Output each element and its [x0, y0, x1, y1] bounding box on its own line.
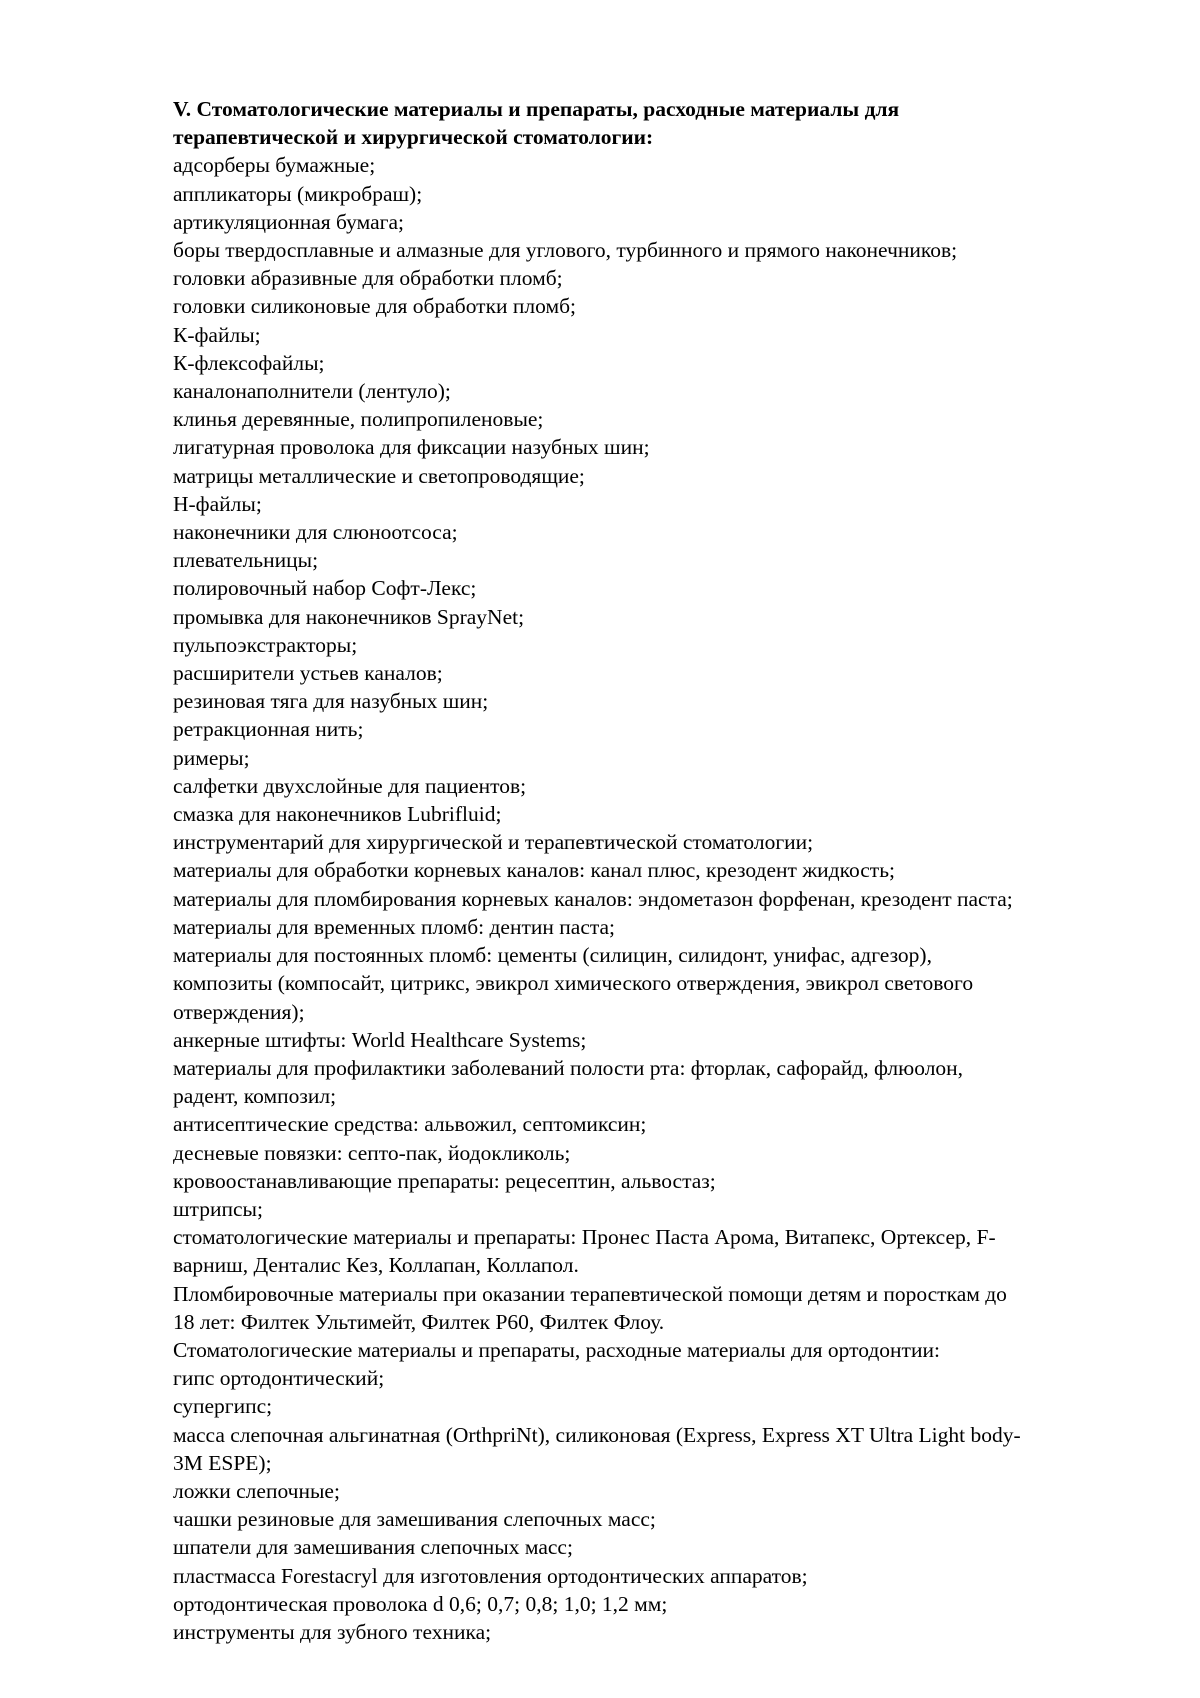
list-item	[173, 292, 1173, 320]
list-item-line: радент, композил;	[173, 1084, 337, 1109]
list-item-line: головки силиконовые для обработки пломб;	[173, 294, 576, 319]
list-item	[173, 603, 1173, 631]
list-item-line: пластмасса Forestacryl для изготовления ортодонтических аппаратов;	[173, 1563, 808, 1588]
list-item-line: материалы для профилактики заболеваний полости рта: фторлак, сафорайд, флюолон,	[173, 1055, 964, 1080]
list-item	[173, 659, 1173, 687]
list-item	[173, 462, 1173, 490]
list-item	[173, 1280, 1173, 1336]
list-item	[173, 1618, 1173, 1646]
list-item	[173, 631, 1173, 659]
list-item-line: матрицы металлические и светопроводящие;	[173, 463, 585, 488]
list-item-line: чашки резиновые для замешивания слепочных масс;	[173, 1507, 656, 1532]
list-item	[173, 546, 1173, 574]
list-item-line: К-файлы;	[173, 322, 261, 347]
list-item	[173, 574, 1173, 602]
list-item	[173, 941, 1173, 1026]
list-item-line: масса слепочная альгинатная (OrthpriNt), силиконовая (Express, Express XT Ultra Light body-	[173, 1422, 1021, 1447]
list-item-line: адсорберы бумажные;	[173, 153, 376, 178]
list-item	[173, 208, 1173, 236]
list-item	[173, 1054, 1173, 1110]
list-item-line: лигатурная проволока для фиксации назубных шин;	[173, 435, 650, 460]
list-item-line: стоматологические материалы и препараты: Пронес Паста Арома, Витапекс, Ортексер, F-	[173, 1225, 996, 1250]
list-item	[173, 1139, 1173, 1167]
list-item	[173, 377, 1173, 405]
list-item-line: наконечники для слюноотсоса;	[173, 520, 458, 545]
list-item	[173, 828, 1173, 856]
list-item	[173, 321, 1173, 349]
section-heading-line: терапевтической и хирургической стоматологии:	[173, 125, 654, 150]
list-item-line: антисептические средства: альвожил, септомиксин;	[173, 1112, 647, 1137]
list-item-line: инструменты для зубного техника;	[173, 1619, 492, 1644]
list-item	[173, 151, 1173, 179]
list-item	[173, 744, 1173, 772]
list-item-line: салфетки двухслойные для пациентов;	[173, 773, 527, 798]
list-item-line: плевательницы;	[173, 548, 319, 573]
list-item-line: Н-файлы;	[173, 491, 262, 516]
list-item-line: материалы для постоянных пломб: цементы (силицин, силидонт, унифас, адгезор),	[173, 943, 932, 968]
list-item-line: шпатели для замешивания слепочных масс;	[173, 1535, 573, 1560]
list-item	[173, 1026, 1173, 1054]
list-item-line: инструментарий для хирургической и терапевтической стоматологии;	[173, 830, 814, 855]
list-item	[173, 1223, 1173, 1279]
list-item-line: Пломбировочные материалы при оказании терапевтической помощи детям и пoросткам до	[173, 1281, 1007, 1306]
list-item	[173, 180, 1173, 208]
list-item	[173, 1364, 1173, 1392]
list-item	[173, 687, 1173, 715]
list-item-line: ретракционная нить;	[173, 717, 364, 742]
list-item	[173, 264, 1173, 292]
list-item	[173, 913, 1173, 941]
list-item-line: 18 лет: Филтек Ультимейт, Филтек Р60, Филтек Флоу.	[173, 1309, 665, 1334]
list-item-line: варниш, Денталис Кез, Коллапан, Коллапол.	[173, 1253, 579, 1278]
list-item	[173, 1590, 1173, 1618]
list-item	[173, 856, 1173, 884]
list-item	[173, 1336, 1173, 1364]
list-item	[173, 490, 1173, 518]
list-item-line: головки абразивные для обработки пломб;	[173, 266, 563, 291]
list-item-line: гипс ортодонтический;	[173, 1366, 385, 1391]
list-item-line: отверждения);	[173, 999, 305, 1024]
list-item-line: смазка для наконечников Lubrifluid;	[173, 802, 502, 827]
list-item-line: материалы для обработки корневых каналов: канал плюс, крезодент жидкость;	[173, 858, 895, 883]
list-item-line: анкерные штифты: World Healthcare Systems;	[173, 1027, 587, 1052]
materials-list	[173, 151, 1173, 1646]
list-item	[173, 1110, 1173, 1138]
list-item-line: резиновая тяга для назубных шин;	[173, 689, 489, 714]
list-item	[173, 433, 1173, 461]
list-item-line: расширители устьев каналов;	[173, 661, 443, 686]
list-item-line: композиты (компосайт, цитрикс, эвикрол химического отверждения, эвикрол светового	[173, 971, 974, 996]
document-page	[173, 95, 1173, 1646]
list-item-line: римеры;	[173, 745, 250, 770]
list-item-line: штрипсы;	[173, 1196, 263, 1221]
list-item	[173, 1505, 1173, 1533]
list-item	[173, 885, 1173, 913]
list-item-line: материалы для временных пломб: дентин паста;	[173, 914, 616, 939]
list-item	[173, 772, 1173, 800]
list-item-line: артикуляционная бумага;	[173, 209, 404, 234]
list-item-line: полировочный набор Софт-Лекс;	[173, 576, 477, 601]
list-item	[173, 1477, 1173, 1505]
list-item-line: ложки слепочные;	[173, 1478, 340, 1503]
list-item	[173, 518, 1173, 546]
list-item	[173, 800, 1173, 828]
list-item	[173, 1392, 1173, 1420]
list-item	[173, 1421, 1173, 1477]
list-item-line: клинья деревянные, полипропиленовые;	[173, 407, 544, 432]
list-item-line: боры твердосплавные и алмазные для углового, турбинного и прямого наконечников;	[173, 238, 958, 263]
list-item-line: аппликаторы (микробраш);	[173, 181, 423, 206]
list-item	[173, 405, 1173, 433]
list-item-line: материалы для пломбирования корневых каналов: эндометазон форфенан, крезодент паста;	[173, 886, 1013, 911]
list-item-line: промывка для наконечников SprayNet;	[173, 604, 525, 629]
list-item-line: каналонаполнители (лентуло);	[173, 379, 451, 404]
list-item	[173, 1562, 1173, 1590]
list-item-line: пульпоэкстракторы;	[173, 632, 358, 657]
list-item-line: супергипс;	[173, 1394, 273, 1419]
section-heading-line: V. Стоматологические материалы и препараты, расходные материалы для	[173, 97, 900, 121]
list-item	[173, 1195, 1173, 1223]
list-item-line: К-флексофайлы;	[173, 350, 325, 375]
list-item-line: ортодонтическая проволока d 0,6; 0,7; 0,8; 1,0; 1,2 мм;	[173, 1591, 668, 1616]
list-item	[173, 236, 1173, 264]
section-heading	[173, 95, 1173, 151]
list-item-line: десневые повязки: септо-пак, йодокликоль;	[173, 1140, 571, 1165]
list-item	[173, 1167, 1173, 1195]
list-item	[173, 1533, 1173, 1561]
list-item	[173, 715, 1173, 743]
list-item-line: Стоматологические материалы и препараты, расходные материалы для ортодонтии:	[173, 1337, 940, 1362]
list-item	[173, 349, 1173, 377]
list-item-line: 3M ESPE);	[173, 1450, 272, 1475]
list-item-line: кровоостанавливающие препараты: рецесептин, альвостаз;	[173, 1168, 716, 1193]
